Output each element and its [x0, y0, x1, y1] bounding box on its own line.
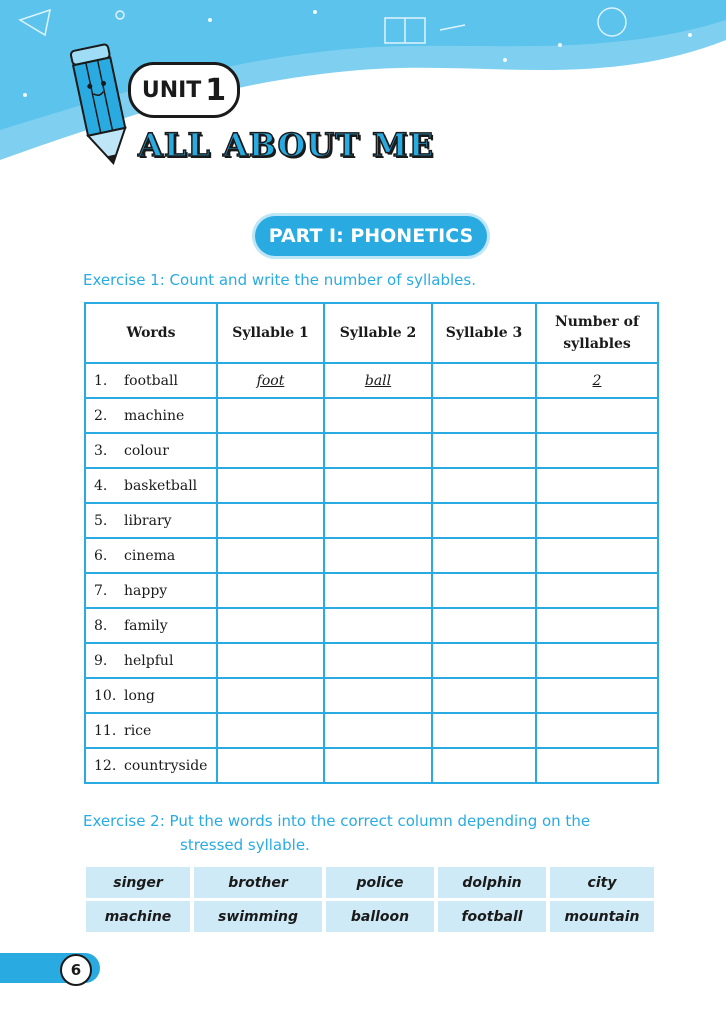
syllable-1-cell[interactable]: [217, 398, 324, 433]
row-number: 12.: [94, 757, 117, 774]
word-cell: [85, 573, 217, 608]
syllable-2-cell[interactable]: [324, 643, 432, 678]
column-header: Syllable 2: [324, 303, 432, 363]
word-cell: [85, 363, 217, 398]
syllable-3-cell[interactable]: [432, 643, 536, 678]
syllable-count-cell[interactable]: [536, 573, 658, 608]
row-number: 7.: [94, 582, 108, 599]
syllable-1-cell[interactable]: [217, 503, 324, 538]
syllable-2-cell[interactable]: [324, 468, 432, 503]
syllable-1-cell[interactable]: [217, 433, 324, 468]
row-number: 4.: [94, 477, 108, 494]
syllable-count-cell[interactable]: 2: [536, 363, 658, 398]
word-bank-item: city: [550, 867, 654, 898]
word-cell: [85, 433, 217, 468]
syllable-2-cell[interactable]: [324, 608, 432, 643]
table-row: [85, 608, 658, 643]
row-number: 5.: [94, 512, 108, 529]
syllable-count-cell[interactable]: [536, 503, 658, 538]
syllable-count-cell[interactable]: [536, 398, 658, 433]
table-row: [85, 573, 658, 608]
table-row: [85, 363, 658, 398]
syllable-2-cell[interactable]: [324, 573, 432, 608]
syllable-count-cell[interactable]: [536, 608, 658, 643]
word-cell: [85, 468, 217, 503]
word-bank: [86, 867, 654, 932]
unit-badge: [128, 62, 240, 118]
syllable-2-cell[interactable]: [324, 748, 432, 783]
syllable-1-cell[interactable]: [217, 573, 324, 608]
word-cell: [85, 538, 217, 573]
word-bank-item: balloon: [326, 901, 434, 932]
word-bank-item: singer: [86, 867, 190, 898]
word-text: helpful: [124, 652, 174, 669]
word-cell: [85, 643, 217, 678]
syllable-3-cell[interactable]: [432, 433, 536, 468]
row-number: 9.: [94, 652, 108, 669]
word-bank-item: football: [438, 901, 546, 932]
syllable-3-cell[interactable]: [432, 503, 536, 538]
exercise-2-instruction: [83, 809, 661, 857]
word-text: long: [124, 687, 155, 704]
syllable-1-cell[interactable]: [217, 678, 324, 713]
word-bank-item: swimming: [194, 901, 322, 932]
word-text: basketball: [124, 477, 198, 494]
column-header: Syllable 1: [217, 303, 324, 363]
table-row: [85, 433, 658, 468]
syllable-count-cell[interactable]: [536, 468, 658, 503]
row-number: 10.: [94, 687, 117, 704]
unit-title: ALL ABOUT ME: [138, 126, 434, 164]
row-number: 8.: [94, 617, 108, 634]
syllable-3-cell[interactable]: [432, 538, 536, 573]
row-number: 11.: [94, 722, 117, 739]
table-row: [85, 538, 658, 573]
syllable-2-cell[interactable]: [324, 713, 432, 748]
word-text: happy: [124, 582, 168, 599]
word-cell: [85, 678, 217, 713]
syllable-3-cell[interactable]: [432, 713, 536, 748]
syllable-2-cell[interactable]: [324, 433, 432, 468]
syllable-table: [84, 302, 659, 784]
row-number: 1.: [94, 372, 108, 389]
exercise-1-instruction: Exercise 1: Count and write the number of syllables.: [83, 271, 476, 289]
syllable-2-cell[interactable]: ball: [324, 363, 432, 398]
syllable-1-cell[interactable]: [217, 468, 324, 503]
table-row: [85, 643, 658, 678]
word-text: cinema: [124, 547, 176, 564]
table-row: [85, 398, 658, 433]
column-header: Syllable 3: [432, 303, 536, 363]
word-text: library: [124, 512, 172, 529]
word-bank-item: mountain: [550, 901, 654, 932]
unit-label: UNIT: [141, 77, 202, 103]
page-number: 6: [60, 954, 92, 986]
syllable-count-cell[interactable]: [536, 433, 658, 468]
syllable-1-cell[interactable]: [217, 608, 324, 643]
word-bank-item: brother: [194, 867, 322, 898]
syllable-count-cell[interactable]: [536, 713, 658, 748]
table-header-row: [85, 303, 658, 363]
exercise-2-line-1: Exercise 2: Put the words into the correct column depending on the: [83, 812, 591, 830]
syllable-1-cell[interactable]: foot: [217, 363, 324, 398]
syllable-3-cell[interactable]: [432, 678, 536, 713]
table-row: [85, 503, 658, 538]
word-text: family: [124, 617, 168, 634]
word-cell: [85, 608, 217, 643]
syllable-1-cell[interactable]: [217, 643, 324, 678]
syllable-3-cell[interactable]: [432, 748, 536, 783]
syllable-3-cell[interactable]: [432, 398, 536, 433]
word-bank-item: machine: [86, 901, 190, 932]
word-text: rice: [124, 722, 152, 739]
column-header: Words: [85, 303, 217, 363]
syllable-2-cell[interactable]: [324, 678, 432, 713]
word-bank-item: police: [326, 867, 434, 898]
word-cell: [85, 748, 217, 783]
syllable-3-cell[interactable]: [432, 468, 536, 503]
syllable-2-cell[interactable]: [324, 503, 432, 538]
syllable-count-cell[interactable]: [536, 643, 658, 678]
word-cell: [85, 713, 217, 748]
syllable-1-cell[interactable]: [217, 748, 324, 783]
syllable-3-cell[interactable]: [432, 573, 536, 608]
word-text: countryside: [124, 757, 208, 774]
word-text: football: [124, 372, 178, 389]
syllable-1-cell[interactable]: [217, 713, 324, 748]
syllable-count-cell[interactable]: [536, 748, 658, 783]
word-text: machine: [124, 407, 185, 424]
word-bank-item: dolphin: [438, 867, 546, 898]
syllable-2-cell[interactable]: [324, 398, 432, 433]
pencil-mascot-icon: [68, 40, 138, 170]
word-cell: [85, 398, 217, 433]
syllable-2-cell[interactable]: [324, 538, 432, 573]
syllable-3-cell[interactable]: [432, 608, 536, 643]
exercise-2-line-2: stressed syllable.: [180, 836, 310, 854]
table-row: [85, 468, 658, 503]
syllable-3-cell[interactable]: [432, 363, 536, 398]
column-header: Number of syllables: [536, 303, 658, 363]
word-cell: [85, 503, 217, 538]
unit-number: 1: [205, 72, 227, 108]
syllable-count-cell[interactable]: [536, 678, 658, 713]
row-number: 6.: [94, 547, 108, 564]
table-row: [85, 678, 658, 713]
word-text: colour: [124, 442, 169, 459]
row-number: 3.: [94, 442, 108, 459]
syllable-count-cell[interactable]: [536, 538, 658, 573]
part-heading: PART I: PHONETICS: [255, 216, 487, 256]
table-row: [85, 748, 658, 783]
row-number: 2.: [94, 407, 108, 424]
table-row: [85, 713, 658, 748]
syllable-1-cell[interactable]: [217, 538, 324, 573]
